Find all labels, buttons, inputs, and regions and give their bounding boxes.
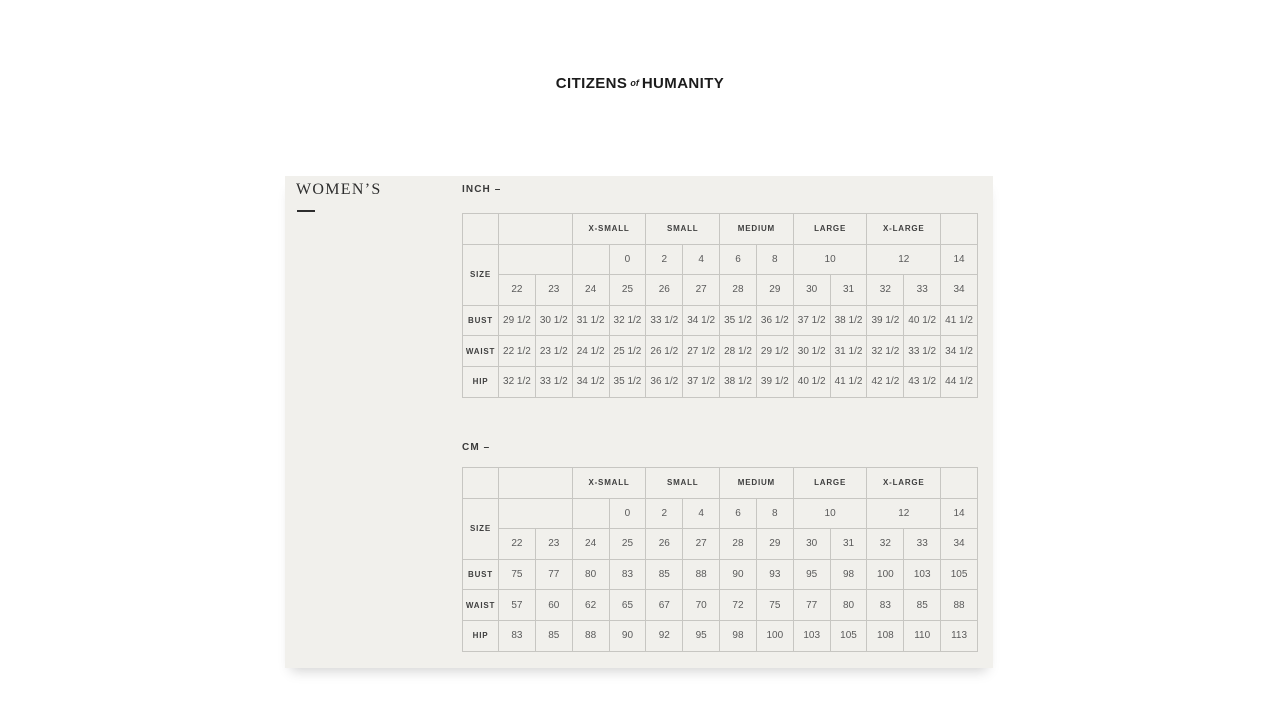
measurement-value-cell: 40 1/2 <box>793 366 830 397</box>
brand-logo-part2: of <box>630 78 639 88</box>
measurement-value-cell: 85 <box>535 620 572 651</box>
denim-size-cell: 30 <box>793 275 830 306</box>
measurement-value-cell: 29 1/2 <box>756 336 793 367</box>
tab-womens[interactable]: WOMEN’S <box>296 181 382 198</box>
measurement-value-cell: 31 1/2 <box>830 336 867 367</box>
cm-table-mount <box>462 467 978 652</box>
measurement-value-cell: 24 1/2 <box>572 336 609 367</box>
inch-size-table <box>462 213 978 398</box>
denim-size-cell: 27 <box>683 275 720 306</box>
denim-size-cell: 31 <box>830 275 867 306</box>
measurement-value-cell: 67 <box>646 590 683 621</box>
denim-size-cell: 28 <box>720 275 757 306</box>
measurement-value-cell: 44 1/2 <box>941 366 978 397</box>
denim-size-cell: 22 <box>499 275 536 306</box>
measurement-value-cell: 36 1/2 <box>756 305 793 336</box>
numeric-size-cell: 4 <box>683 244 720 275</box>
measurement-row-label: BUST <box>463 305 499 336</box>
measurement-value-cell: 39 1/2 <box>867 305 904 336</box>
size-group-header-cell <box>941 468 978 499</box>
measurement-value-cell: 105 <box>830 620 867 651</box>
measurement-value-cell: 37 1/2 <box>683 366 720 397</box>
denim-size-cell: 33 <box>904 529 941 560</box>
measurement-value-cell: 34 1/2 <box>941 336 978 367</box>
measurement-value-cell: 88 <box>683 559 720 590</box>
measurement-value-cell: 62 <box>572 590 609 621</box>
denim-size-cell: 25 <box>609 529 646 560</box>
denim-size-cell: 28 <box>720 529 757 560</box>
measurement-value-cell: 100 <box>867 559 904 590</box>
denim-size-cell: 27 <box>683 529 720 560</box>
numeric-size-cell: 0 <box>609 244 646 275</box>
cm-row-bust <box>463 559 978 590</box>
measurement-value-cell: 88 <box>941 590 978 621</box>
measurement-row-label: BUST <box>463 559 499 590</box>
measurement-value-cell: 43 1/2 <box>904 366 941 397</box>
measurement-value-cell: 77 <box>793 590 830 621</box>
measurement-value-cell: 41 1/2 <box>830 366 867 397</box>
measurement-row-label: HIP <box>463 620 499 651</box>
denim-size-cell: 32 <box>867 275 904 306</box>
measurement-value-cell: 93 <box>756 559 793 590</box>
size-group-header-cell: X-SMALL <box>572 214 646 245</box>
measurement-row-label: WAIST <box>463 590 499 621</box>
denim-size-cell: 30 <box>793 529 830 560</box>
denim-size-cell: 29 <box>756 529 793 560</box>
measurement-value-cell: 60 <box>535 590 572 621</box>
numeric-size-cell: 10 <box>793 244 867 275</box>
numeric-size-cell: 12 <box>867 498 941 529</box>
denim-size-cell: 24 <box>572 529 609 560</box>
measurement-value-cell: 29 1/2 <box>499 305 536 336</box>
denim-size-cell: 29 <box>756 275 793 306</box>
denim-size-cell: 33 <box>904 275 941 306</box>
measurement-value-cell: 103 <box>793 620 830 651</box>
numeric-size-cell: 14 <box>941 498 978 529</box>
measurement-value-cell: 38 1/2 <box>720 366 757 397</box>
size-group-header-cell <box>463 214 499 245</box>
cm-row-waist <box>463 590 978 621</box>
numeric-size-cell <box>499 244 573 275</box>
size-group-header-cell: X-LARGE <box>867 214 941 245</box>
measurement-value-cell: 33 1/2 <box>646 305 683 336</box>
size-group-header-cell: SMALL <box>646 468 720 499</box>
measurement-value-cell: 33 1/2 <box>904 336 941 367</box>
cm-row-hip <box>463 620 978 651</box>
measurement-value-cell: 103 <box>904 559 941 590</box>
measurement-value-cell: 92 <box>646 620 683 651</box>
measurement-value-cell: 95 <box>683 620 720 651</box>
measurement-value-cell: 90 <box>609 620 646 651</box>
brand-logo[interactable] <box>0 75 1280 92</box>
numeric-size-cell: 8 <box>756 244 793 275</box>
inch-row-hip <box>463 366 978 397</box>
denim-size-cell: 32 <box>867 529 904 560</box>
measurement-value-cell: 42 1/2 <box>867 366 904 397</box>
measurement-value-cell: 33 1/2 <box>535 366 572 397</box>
measurement-value-cell: 83 <box>867 590 904 621</box>
numeric-size-cell: 6 <box>720 498 757 529</box>
size-group-header-cell: LARGE <box>793 468 867 499</box>
size-corner-label: SIZE <box>463 244 499 305</box>
denim-size-cell: 34 <box>941 529 978 560</box>
size-group-header-cell: SMALL <box>646 214 720 245</box>
measurement-value-cell: 90 <box>720 559 757 590</box>
measurement-value-cell: 26 1/2 <box>646 336 683 367</box>
denim-size-cell: 23 <box>535 529 572 560</box>
measurement-value-cell: 88 <box>572 620 609 651</box>
measurement-value-cell: 108 <box>867 620 904 651</box>
measurement-value-cell: 28 1/2 <box>720 336 757 367</box>
denim-size-cell: 34 <box>941 275 978 306</box>
measurement-value-cell: 32 1/2 <box>867 336 904 367</box>
size-group-header-cell: MEDIUM <box>720 214 794 245</box>
brand-logo-part1: CITIZENS <box>555 75 628 92</box>
numeric-size-cell: 10 <box>793 498 867 529</box>
cm-table-title: CM – <box>462 442 491 453</box>
denim-size-cell: 25 <box>609 275 646 306</box>
numeric-size-cell <box>499 498 573 529</box>
numeric-size-cell: 4 <box>683 498 720 529</box>
measurement-value-cell: 41 1/2 <box>941 305 978 336</box>
size-chart-panel <box>285 176 993 668</box>
size-group-header-cell <box>499 214 573 245</box>
denim-size-cell: 24 <box>572 275 609 306</box>
size-corner-label: SIZE <box>463 498 499 559</box>
measurement-value-cell: 83 <box>499 620 536 651</box>
measurement-value-cell: 22 1/2 <box>499 336 536 367</box>
size-group-header-cell: X-SMALL <box>572 468 646 499</box>
cm-size-table <box>462 467 978 652</box>
brand-logo-part3: HUMANITY <box>641 75 725 92</box>
active-tab-indicator <box>297 210 315 212</box>
measurement-value-cell: 35 1/2 <box>609 366 646 397</box>
measurement-value-cell: 80 <box>830 590 867 621</box>
numeric-size-cell: 0 <box>609 498 646 529</box>
numeric-size-cell: 12 <box>867 244 941 275</box>
numeric-size-cell: 2 <box>646 244 683 275</box>
measurement-value-cell: 32 1/2 <box>499 366 536 397</box>
size-group-header-cell <box>499 468 573 499</box>
measurement-row-label: WAIST <box>463 336 499 367</box>
measurement-value-cell: 85 <box>904 590 941 621</box>
size-group-header-cell <box>941 214 978 245</box>
numeric-size-cell: 14 <box>941 244 978 275</box>
measurement-value-cell: 31 1/2 <box>572 305 609 336</box>
inch-row-waist <box>463 336 978 367</box>
numeric-size-cell: 8 <box>756 498 793 529</box>
measurement-row-label: HIP <box>463 366 499 397</box>
measurement-value-cell: 77 <box>535 559 572 590</box>
denim-size-cell: 26 <box>646 275 683 306</box>
measurement-value-cell: 40 1/2 <box>904 305 941 336</box>
measurement-value-cell: 35 1/2 <box>720 305 757 336</box>
numeric-size-cell <box>572 498 609 529</box>
measurement-value-cell: 25 1/2 <box>609 336 646 367</box>
measurement-value-cell: 30 1/2 <box>793 336 830 367</box>
measurement-value-cell: 110 <box>904 620 941 651</box>
measurement-value-cell: 57 <box>499 590 536 621</box>
measurement-value-cell: 65 <box>609 590 646 621</box>
numeric-size-cell <box>572 244 609 275</box>
measurement-value-cell: 75 <box>499 559 536 590</box>
measurement-value-cell: 34 1/2 <box>683 305 720 336</box>
measurement-value-cell: 32 1/2 <box>609 305 646 336</box>
measurement-value-cell: 95 <box>793 559 830 590</box>
measurement-value-cell: 85 <box>646 559 683 590</box>
measurement-value-cell: 38 1/2 <box>830 305 867 336</box>
inch-table-mount <box>462 213 978 398</box>
measurement-value-cell: 98 <box>720 620 757 651</box>
measurement-value-cell: 72 <box>720 590 757 621</box>
denim-size-cell: 22 <box>499 529 536 560</box>
measurement-value-cell: 83 <box>609 559 646 590</box>
numeric-size-cell: 6 <box>720 244 757 275</box>
measurement-value-cell: 36 1/2 <box>646 366 683 397</box>
inch-table-title: INCH – <box>462 184 502 195</box>
denim-size-cell: 31 <box>830 529 867 560</box>
numeric-size-cell: 2 <box>646 498 683 529</box>
inch-row-bust <box>463 305 978 336</box>
size-group-header-cell: LARGE <box>793 214 867 245</box>
measurement-value-cell: 39 1/2 <box>756 366 793 397</box>
measurement-value-cell: 34 1/2 <box>572 366 609 397</box>
measurement-value-cell: 70 <box>683 590 720 621</box>
measurement-value-cell: 30 1/2 <box>535 305 572 336</box>
measurement-value-cell: 80 <box>572 559 609 590</box>
denim-size-cell: 23 <box>535 275 572 306</box>
measurement-value-cell: 23 1/2 <box>535 336 572 367</box>
measurement-value-cell: 105 <box>941 559 978 590</box>
measurement-value-cell: 113 <box>941 620 978 651</box>
size-group-header-cell: MEDIUM <box>720 468 794 499</box>
measurement-value-cell: 27 1/2 <box>683 336 720 367</box>
size-group-header-cell <box>463 468 499 499</box>
size-group-header-cell: X-LARGE <box>867 468 941 499</box>
measurement-value-cell: 75 <box>756 590 793 621</box>
measurement-value-cell: 37 1/2 <box>793 305 830 336</box>
measurement-value-cell: 98 <box>830 559 867 590</box>
measurement-value-cell: 100 <box>756 620 793 651</box>
denim-size-cell: 26 <box>646 529 683 560</box>
